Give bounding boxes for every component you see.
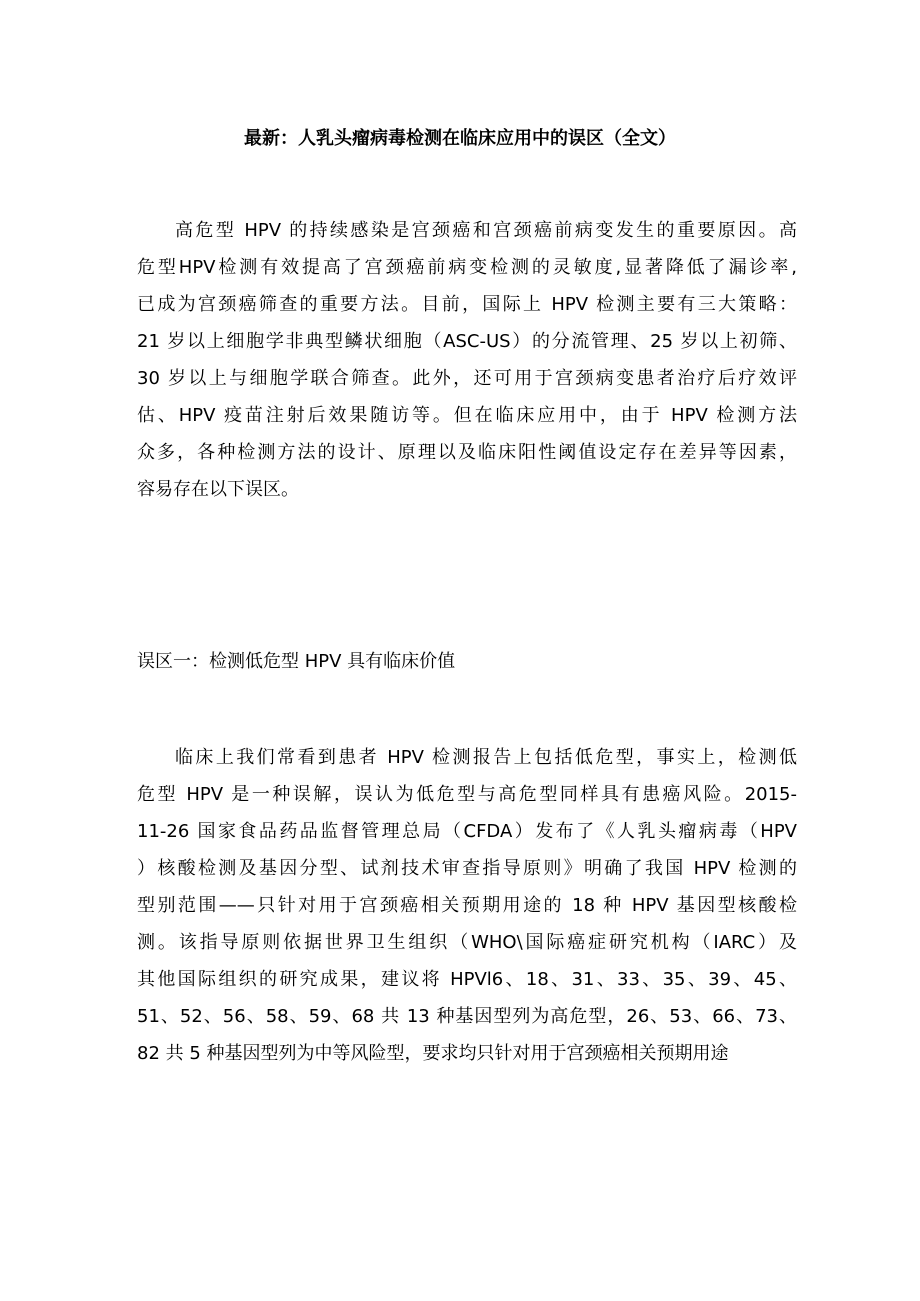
paragraph-line: 估、HPV 疫苗注射后效果随访等。但在临床应用中，由于 HPV 检测方法 [137,405,797,426]
paragraph-line: 82 共 5 种基因型列为中等风险型，要求均只针对用于宫颈癌相关预期用途 [137,1043,729,1064]
paragraph-line: 危型 HPV 是一种误解，误认为低危型与高危型同样具有患癌风险。2015- [137,784,797,805]
paragraph-line: 已成为宫颈癌筛查的重要方法。目前，国际上 HPV 检测主要有三大策略： [137,294,797,315]
intro-paragraph [137,212,797,508]
paragraph-line: 30 岁以上与细胞学联合筛查。此外，还可用于宫颈病变患者治疗后疗效评 [137,368,797,389]
paragraph-line: 危型HPV检测有效提高了宫颈癌前病变检测的灵敏度,显著降低了漏诊率, [137,257,797,278]
paragraph-line: 众多，各种检测方法的设计、原理以及临床阳性阈值设定存在差异等因素， [137,442,797,463]
paragraph-line: 51、52、56、58、59、68 共 13 种基因型列为高危型，26、53、66、73、 [137,1006,797,1027]
paragraph-line: ）核酸检测及基因分型、试剂技术审查指导原则》明确了我国 HPV 检测的 [137,858,797,879]
paragraph-line: 其他国际组织的研究成果，建议将 HPVl6、18、31、33、35、39、45、 [137,969,797,990]
paragraph-line: 型别范围——只针对用于宫颈癌相关预期用途的 18 种 HPV 基因型核酸检 [137,895,797,916]
paragraph-line: 11-26 国家食品药品监督管理总局（CFDA）发布了《人乳头瘤病毒（HPV [137,821,797,842]
section1-paragraph [137,739,797,1072]
paragraph-line: 21 岁以上细胞学非典型鳞状细胞（ASC-US）的分流管理、25 岁以上初筛、 [137,331,797,352]
paragraph-line: 测。该指导原则依据世界卫生组织（WHO\国际癌症研究机构（IARC）及 [137,932,797,953]
section1-heading: 误区一：检测低危型 HPV 具有临床价值 [137,651,456,672]
section1-heading-block [137,643,797,680]
paragraph-line: 临床上我们常看到患者 HPV 检测报告上包括低危型，事实上，检测低 [175,747,797,768]
paragraph-line: 高危型 HPV 的持续感染是宫颈癌和宫颈癌前病变发生的重要原因。高 [175,220,797,241]
document-title: 最新：人乳头瘤病毒检测在临床应用中的误区（全文） [244,128,676,149]
paragraph-line: 容易存在以下误区。 [137,479,299,500]
